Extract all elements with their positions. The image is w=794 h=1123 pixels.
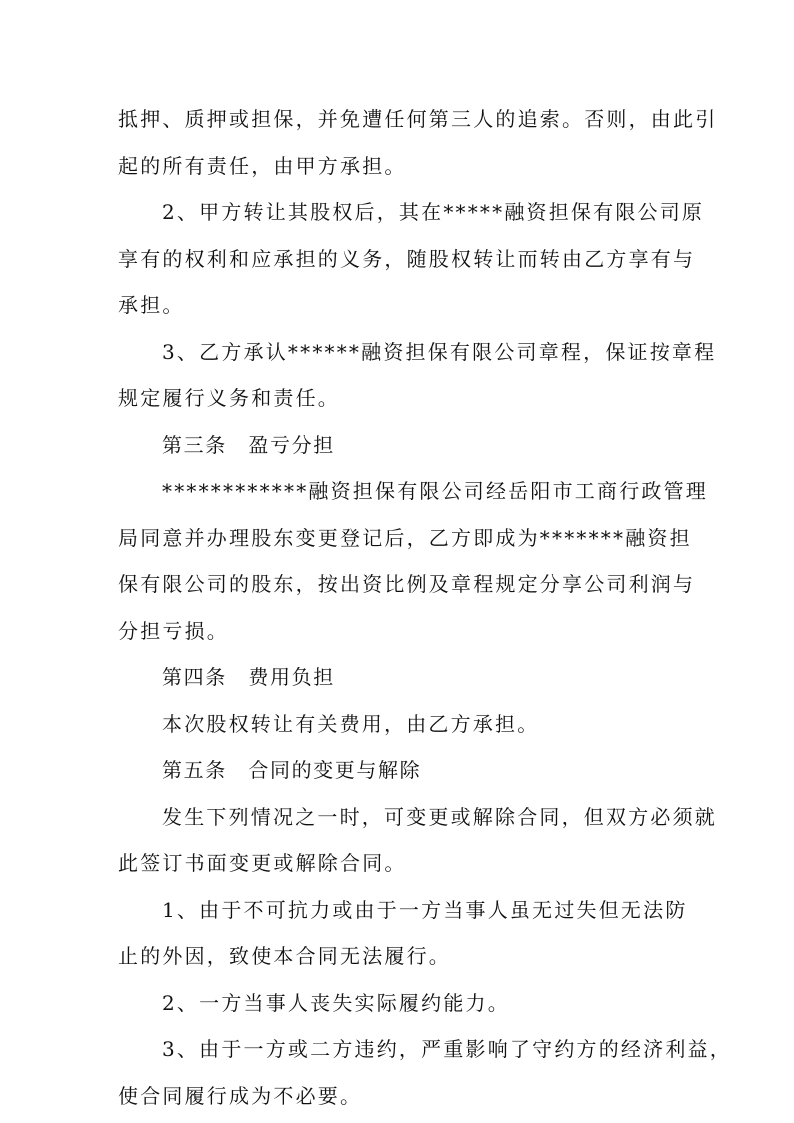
clause-2-line: 2、甲方转让其股权后，其在*****融资担保有限公司原 [162,200,705,224]
text-line: 分担亏损。 [118,618,229,643]
text-line: 保有限公司的股东，按出资比例及章程规定分享公司利润与 [118,572,696,596]
text-line: 起的所有责任，由甲方承担。 [118,153,407,178]
text-line: ************融资担保有限公司经岳阳市工商行政管理 [162,479,708,503]
text-line: 发生下列情况之一时，可变更或解除合同，但双方必须就 [162,804,717,829]
text-line: 止的外因，致使本合同无法履行。 [118,944,451,968]
text-line: 承担。 [118,293,185,317]
text-line: 局同意并办理股东变更登记后，乙方即成为*******融资担 [118,525,692,550]
text-line: 抵押、质押或担保，并免遭任何第三人的追索。否则，由此引 [118,107,718,131]
text-line: 此签订书面变更或解除合同。 [118,851,407,875]
article-5-heading: 第五条 合同的变更与解除 [162,758,422,782]
article-4-heading: 第四条 费用负担 [162,665,335,689]
clause-3-line: 3、乙方承认******融资担保有限公司章程，保证按章程 [162,339,717,364]
item-1-line: 1、由于不可抗力或由于一方当事人虽无过失但无法防 [162,897,688,922]
article-3-heading: 第三条 盈亏分担 [162,432,335,457]
item-3-line: 3、由于一方或二方违约，严重影响了守约方的经济利益， [162,1037,732,1061]
text-line: 规定履行义务和责任。 [118,386,340,410]
text-line: 本次股权转让有关费用，由乙方承担。 [162,711,540,736]
item-2-line: 2、一方当事人丧失实际履约能力。 [162,990,510,1015]
text-line: 享有的权利和应承担的义务，随股权转让而转由乙方享有与 [118,246,696,271]
document-body [118,96,732,1119]
text-line: 使合同履行成为不必要。 [118,1083,363,1108]
